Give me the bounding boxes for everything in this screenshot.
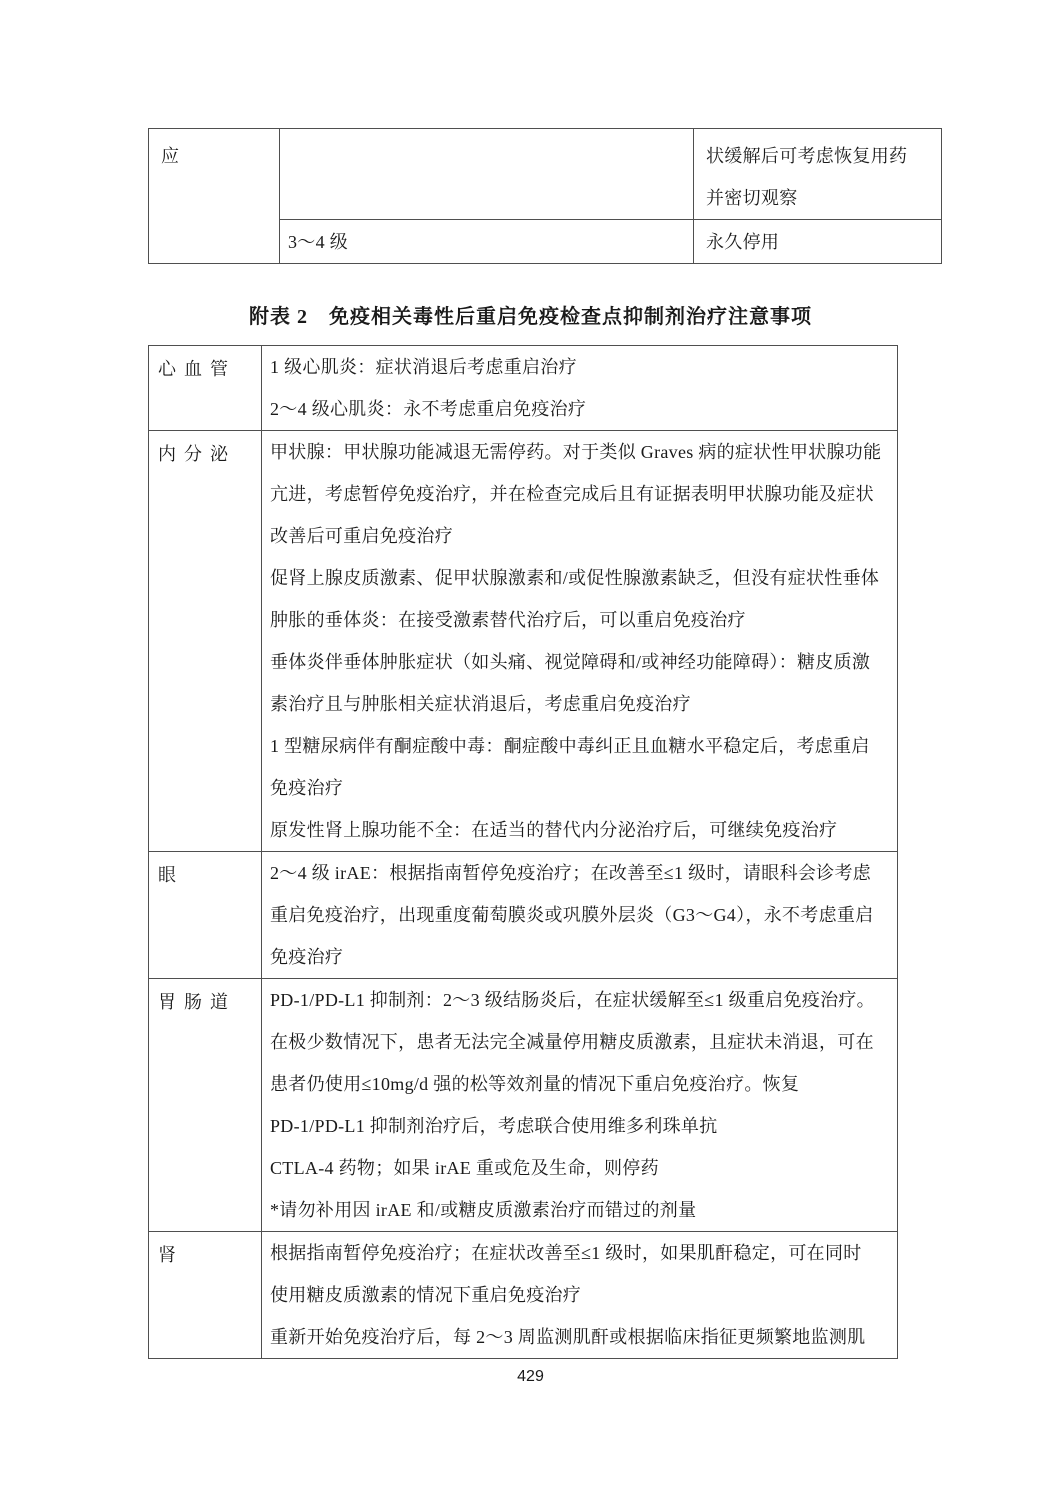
text-line: 使用糖皮质激素的情况下重启免疫治疗 <box>270 1285 582 1305</box>
text-line: 根据指南暂停免疫治疗；在症状改善至≤1 级时，如果肌酐稳定，可在同时 <box>270 1243 862 1263</box>
cont-action-cell <box>694 220 942 264</box>
row-label-gastrointestinal: 胃肠道 <box>149 979 262 1232</box>
cont-row-label <box>149 129 280 264</box>
text-line: 在极少数情况下，患者无法完全减量停用糖皮质激素，且症状未消退，可在 <box>270 1032 874 1052</box>
continuation-table <box>148 128 942 264</box>
text-line: 1 型糖尿病伴有酮症酸中毒：酮症酸中毒纠正且血糖水平稳定后，考虑重启 <box>270 736 870 756</box>
text-line: 患者仍使用≤10mg/d 强的松等效剂量的情况下重启免疫治疗。恢复 <box>270 1074 800 1094</box>
row-label-kidney: 肾 <box>149 1232 262 1359</box>
text-line: 促肾上腺皮质激素、促甲状腺激素和/或促性腺激素缺乏，但没有症状性垂体 <box>270 568 880 588</box>
text-line: 状缓解后可考虑恢复用药 <box>706 146 908 166</box>
row-content <box>262 852 898 979</box>
appendix-table-2 <box>148 345 898 1359</box>
text-line: 永久停用 <box>706 232 780 252</box>
text-line: 甲状腺：甲状腺功能减退无需停药。对于类似 Graves 病的症状性甲状腺功能 <box>270 442 882 462</box>
text-line: CTLA-4 药物；如果 irAE 重或危及生命，则停药 <box>270 1158 659 1178</box>
row-content <box>262 346 898 431</box>
text-line: 肿胀的垂体炎：在接受激素替代治疗后，可以重启免疫治疗 <box>270 610 746 630</box>
text-line: 3～4 级 <box>288 232 348 252</box>
table-row <box>149 346 898 431</box>
text-line: 重新开始免疫治疗后，每 2～3 周监测肌酐或根据临床指征更频繁地监测肌 <box>270 1327 866 1347</box>
table-title: 附表 2 免疫相关毒性后重启免疫检查点抑制剂治疗注意事项 <box>249 306 812 328</box>
text-line: 改善后可重启免疫治疗 <box>270 526 453 546</box>
text-line: 2～4 级心肌炎：永不考虑重启免疫治疗 <box>270 399 587 419</box>
text-line: 原发性肾上腺功能不全：在适当的替代内分泌治疗后，可继续免疫治疗 <box>270 820 838 840</box>
row-content <box>262 431 898 852</box>
text-line: *请勿补用因 irAE 和/或糖皮质激素治疗而错过的剂量 <box>270 1200 697 1220</box>
text-line: 免疫治疗 <box>270 778 344 798</box>
cont-grade-cell <box>280 129 694 220</box>
table-row <box>149 979 898 1232</box>
cont-action-cell <box>694 129 942 220</box>
text-line: 2～4 级 irAE：根据指南暂停免疫治疗；在改善至≤1 级时，请眼科会诊考虑 <box>270 863 872 883</box>
text-line: 1 级心肌炎：症状消退后考虑重启治疗 <box>270 357 577 377</box>
text-line: PD-1/PD-L1 抑制剂：2～3 级结肠炎后，在症状缓解至≤1 级重启免疫治疗。 <box>270 990 875 1010</box>
row-label-eye: 眼 <box>149 852 262 979</box>
cont-grade-cell <box>280 220 694 264</box>
table-row <box>149 852 898 979</box>
row-label-cardiovascular: 心血管 <box>149 346 262 431</box>
row-content <box>262 979 898 1232</box>
text-line: 并密切观察 <box>706 188 798 208</box>
text-line: 垂体炎伴垂体肿胀症状（如头痛、视觉障碍和/或神经功能障碍）：糖皮质激 <box>270 652 871 672</box>
text-line: 重启免疫治疗，出现重度葡萄膜炎或巩膜外层炎（G3～G4），永不考虑重启 <box>270 905 874 925</box>
page-number: 429 <box>517 1368 544 1385</box>
row-label-endocrine: 内分泌 <box>149 431 262 852</box>
text-line: 免疫治疗 <box>270 947 344 967</box>
table-row <box>149 1232 898 1359</box>
table-row <box>149 431 898 852</box>
text-line: 素治疗且与肿胀相关症状消退后，考虑重启免疫治疗 <box>270 694 691 714</box>
text-line: PD-1/PD-L1 抑制剂治疗后，考虑联合使用维多利珠单抗 <box>270 1116 718 1136</box>
text-line: 亢进，考虑暂停免疫治疗，并在检查完成后且有证据表明甲状腺功能及症状 <box>270 484 874 504</box>
text-line: 应 <box>161 146 180 166</box>
row-content <box>262 1232 898 1359</box>
